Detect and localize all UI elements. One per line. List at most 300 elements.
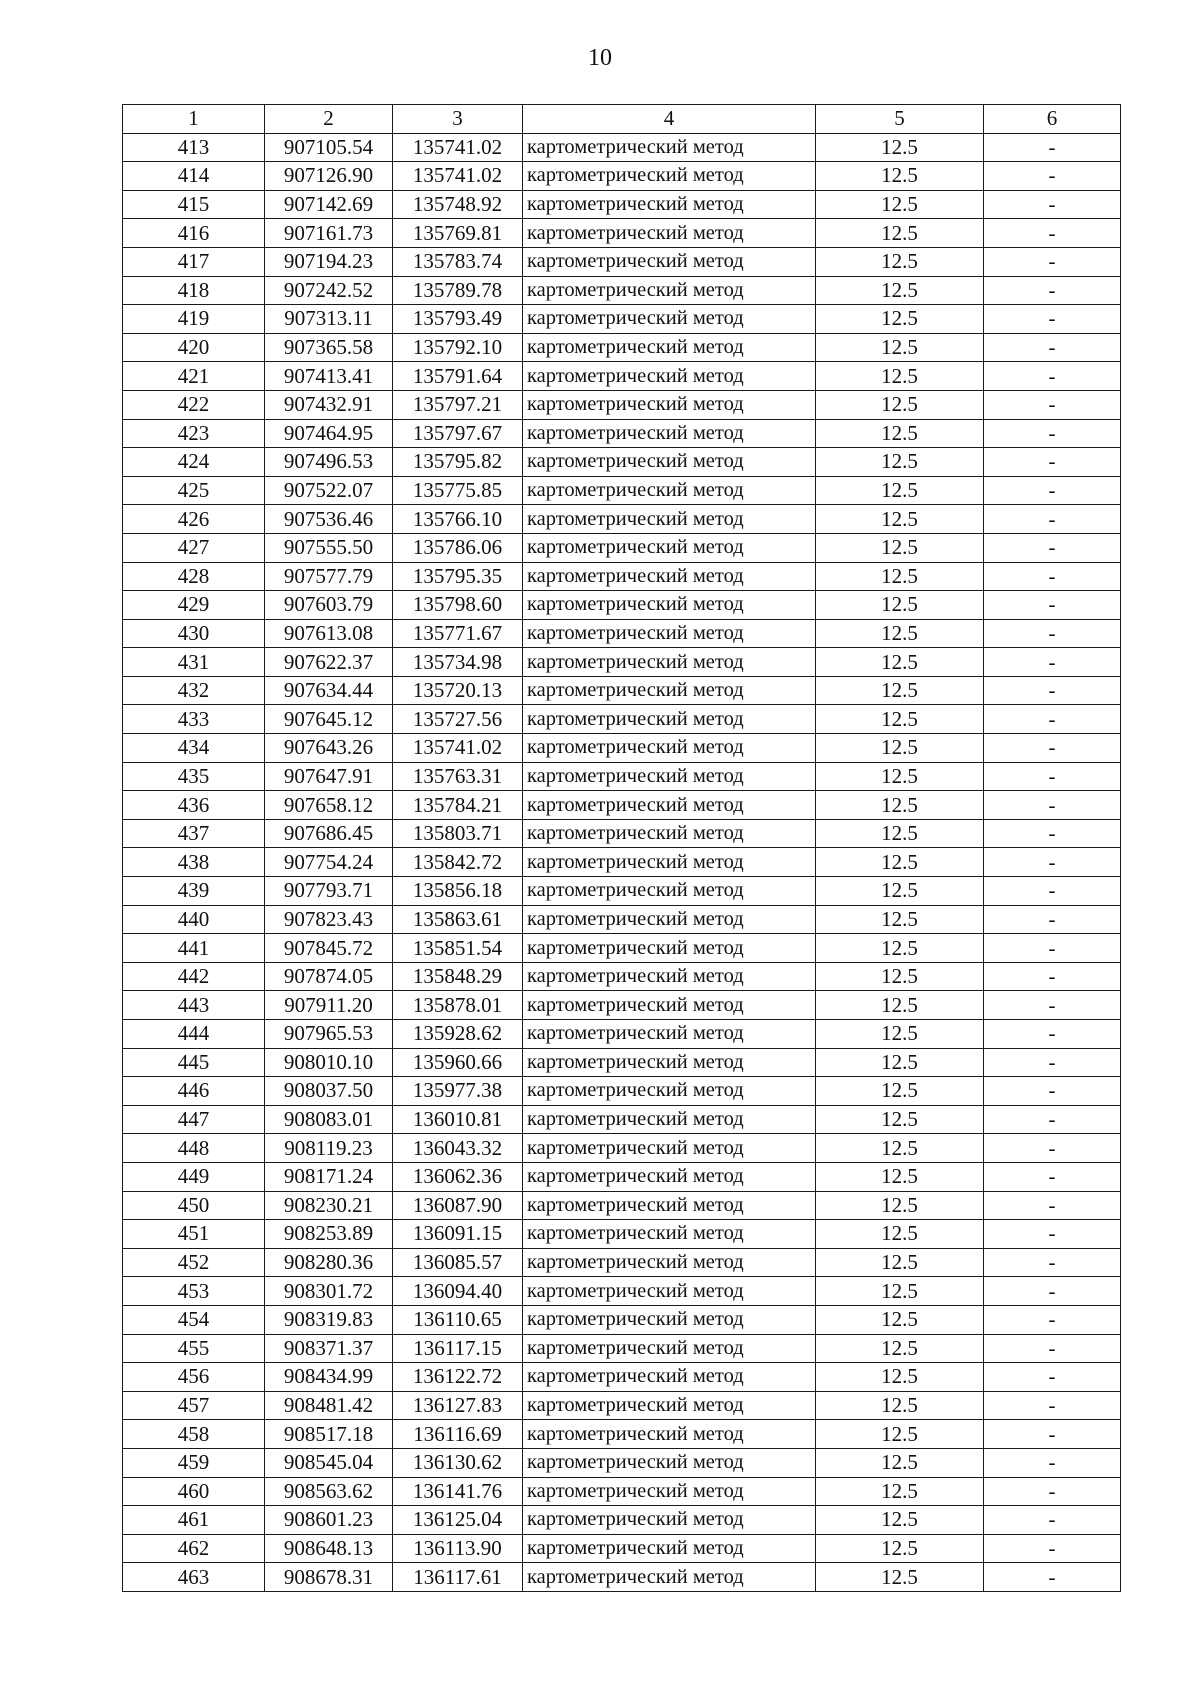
- accuracy-cell: 12.5: [816, 1506, 984, 1535]
- method-cell: картометрический метод: [523, 1162, 816, 1191]
- y-coordinate-cell: 136091.15: [393, 1220, 523, 1249]
- point-number-cell: 431: [123, 648, 265, 677]
- x-coordinate-cell: 907686.45: [265, 819, 393, 848]
- point-number-cell: 418: [123, 276, 265, 305]
- accuracy-cell: 12.5: [816, 1191, 984, 1220]
- description-cell: -: [984, 1020, 1121, 1049]
- method-cell: картометрический метод: [523, 419, 816, 448]
- description-cell: -: [984, 1248, 1121, 1277]
- table-row: [123, 1391, 1121, 1420]
- table-row: [123, 877, 1121, 906]
- y-coordinate-cell: 136130.62: [393, 1448, 523, 1477]
- method-cell: картометрический метод: [523, 762, 816, 791]
- x-coordinate-cell: 907613.08: [265, 619, 393, 648]
- table-row: [123, 1077, 1121, 1106]
- method-cell: картометрический метод: [523, 819, 816, 848]
- method-cell: картометрический метод: [523, 1420, 816, 1449]
- x-coordinate-cell: 907194.23: [265, 247, 393, 276]
- point-number-cell: 463: [123, 1563, 265, 1592]
- description-cell: -: [984, 1277, 1121, 1306]
- accuracy-cell: 12.5: [816, 705, 984, 734]
- point-number-cell: 456: [123, 1363, 265, 1392]
- description-cell: -: [984, 1363, 1121, 1392]
- point-number-cell: 458: [123, 1420, 265, 1449]
- accuracy-cell: 12.5: [816, 1363, 984, 1392]
- table-row: [123, 1506, 1121, 1535]
- y-coordinate-cell: 135960.66: [393, 1048, 523, 1077]
- method-cell: картометрический метод: [523, 1448, 816, 1477]
- method-cell: картометрический метод: [523, 848, 816, 877]
- point-number-cell: 430: [123, 619, 265, 648]
- x-coordinate-cell: 908319.83: [265, 1305, 393, 1334]
- point-number-cell: 423: [123, 419, 265, 448]
- table-row: [123, 962, 1121, 991]
- column-header: 5: [816, 105, 984, 134]
- description-cell: -: [984, 1134, 1121, 1163]
- table-row: [123, 848, 1121, 877]
- table-header: [123, 105, 1121, 134]
- accuracy-cell: 12.5: [816, 791, 984, 820]
- x-coordinate-cell: 908601.23: [265, 1506, 393, 1535]
- table-row: [123, 1162, 1121, 1191]
- x-coordinate-cell: 908037.50: [265, 1077, 393, 1106]
- method-cell: картометрический метод: [523, 791, 816, 820]
- method-cell: картометрический метод: [523, 619, 816, 648]
- accuracy-cell: 12.5: [816, 1420, 984, 1449]
- method-cell: картометрический метод: [523, 676, 816, 705]
- x-coordinate-cell: 908083.01: [265, 1105, 393, 1134]
- accuracy-cell: 12.5: [816, 1391, 984, 1420]
- method-cell: картометрический метод: [523, 1506, 816, 1535]
- accuracy-cell: 12.5: [816, 1563, 984, 1592]
- point-number-cell: 428: [123, 562, 265, 591]
- table-row: [123, 619, 1121, 648]
- table-row: [123, 1048, 1121, 1077]
- y-coordinate-cell: 135727.56: [393, 705, 523, 734]
- description-cell: -: [984, 1305, 1121, 1334]
- accuracy-cell: 12.5: [816, 1334, 984, 1363]
- y-coordinate-cell: 135741.02: [393, 162, 523, 191]
- accuracy-cell: 12.5: [816, 877, 984, 906]
- table-row: [123, 219, 1121, 248]
- y-coordinate-cell: 135803.71: [393, 819, 523, 848]
- table-row: [123, 533, 1121, 562]
- x-coordinate-cell: 907432.91: [265, 390, 393, 419]
- point-number-cell: 462: [123, 1534, 265, 1563]
- x-coordinate-cell: 908678.31: [265, 1563, 393, 1592]
- y-coordinate-cell: 135789.78: [393, 276, 523, 305]
- description-cell: -: [984, 1048, 1121, 1077]
- description-cell: -: [984, 962, 1121, 991]
- description-cell: -: [984, 162, 1121, 191]
- description-cell: -: [984, 390, 1121, 419]
- accuracy-cell: 12.5: [816, 619, 984, 648]
- point-number-cell: 452: [123, 1248, 265, 1277]
- accuracy-cell: 12.5: [816, 1077, 984, 1106]
- description-cell: -: [984, 190, 1121, 219]
- table-row: [123, 448, 1121, 477]
- y-coordinate-cell: 135786.06: [393, 533, 523, 562]
- method-cell: картометрический метод: [523, 162, 816, 191]
- method-cell: картометрический метод: [523, 934, 816, 963]
- accuracy-cell: 12.5: [816, 505, 984, 534]
- accuracy-cell: 12.5: [816, 247, 984, 276]
- accuracy-cell: 12.5: [816, 1534, 984, 1563]
- table-row: [123, 1248, 1121, 1277]
- x-coordinate-cell: 907658.12: [265, 791, 393, 820]
- table-row: [123, 305, 1121, 334]
- column-header: 2: [265, 105, 393, 134]
- description-cell: -: [984, 591, 1121, 620]
- x-coordinate-cell: 907603.79: [265, 591, 393, 620]
- method-cell: картометрический метод: [523, 1191, 816, 1220]
- y-coordinate-cell: 135741.02: [393, 734, 523, 763]
- method-cell: картометрический метод: [523, 1020, 816, 1049]
- accuracy-cell: 12.5: [816, 362, 984, 391]
- table-row: [123, 1563, 1121, 1592]
- x-coordinate-cell: 907464.95: [265, 419, 393, 448]
- point-number-cell: 457: [123, 1391, 265, 1420]
- accuracy-cell: 12.5: [816, 419, 984, 448]
- x-coordinate-cell: 908563.62: [265, 1477, 393, 1506]
- table-row: [123, 1191, 1121, 1220]
- description-cell: -: [984, 676, 1121, 705]
- description-cell: -: [984, 1448, 1121, 1477]
- description-cell: -: [984, 533, 1121, 562]
- x-coordinate-cell: 907536.46: [265, 505, 393, 534]
- point-number-cell: 420: [123, 333, 265, 362]
- point-number-cell: 455: [123, 1334, 265, 1363]
- accuracy-cell: 12.5: [816, 276, 984, 305]
- description-cell: -: [984, 1220, 1121, 1249]
- method-cell: картометрический метод: [523, 476, 816, 505]
- method-cell: картометрический метод: [523, 247, 816, 276]
- method-cell: картометрический метод: [523, 1305, 816, 1334]
- y-coordinate-cell: 135783.74: [393, 247, 523, 276]
- x-coordinate-cell: 907965.53: [265, 1020, 393, 1049]
- x-coordinate-cell: 907105.54: [265, 133, 393, 162]
- x-coordinate-cell: 907126.90: [265, 162, 393, 191]
- table-row: [123, 1220, 1121, 1249]
- method-cell: картометрический метод: [523, 533, 816, 562]
- point-number-cell: 421: [123, 362, 265, 391]
- point-number-cell: 447: [123, 1105, 265, 1134]
- description-cell: -: [984, 1334, 1121, 1363]
- description-cell: -: [984, 934, 1121, 963]
- accuracy-cell: 12.5: [816, 762, 984, 791]
- accuracy-cell: 12.5: [816, 1477, 984, 1506]
- table-row: [123, 905, 1121, 934]
- x-coordinate-cell: 908517.18: [265, 1420, 393, 1449]
- column-header: 6: [984, 105, 1121, 134]
- x-coordinate-cell: 908280.36: [265, 1248, 393, 1277]
- y-coordinate-cell: 135795.35: [393, 562, 523, 591]
- point-number-cell: 454: [123, 1305, 265, 1334]
- table-row: [123, 676, 1121, 705]
- point-number-cell: 440: [123, 905, 265, 934]
- point-number-cell: 460: [123, 1477, 265, 1506]
- description-cell: -: [984, 1534, 1121, 1563]
- table-row: [123, 1477, 1121, 1506]
- method-cell: картометрический метод: [523, 1134, 816, 1163]
- accuracy-cell: 12.5: [816, 1448, 984, 1477]
- table-row: [123, 734, 1121, 763]
- table-row: [123, 476, 1121, 505]
- x-coordinate-cell: 908010.10: [265, 1048, 393, 1077]
- description-cell: -: [984, 448, 1121, 477]
- table-row: [123, 1134, 1121, 1163]
- x-coordinate-cell: 907161.73: [265, 219, 393, 248]
- description-cell: -: [984, 562, 1121, 591]
- point-number-cell: 427: [123, 533, 265, 562]
- y-coordinate-cell: 136087.90: [393, 1191, 523, 1220]
- table-row: [123, 419, 1121, 448]
- y-coordinate-cell: 135842.72: [393, 848, 523, 877]
- description-cell: -: [984, 762, 1121, 791]
- x-coordinate-cell: 908434.99: [265, 1363, 393, 1392]
- y-coordinate-cell: 135795.82: [393, 448, 523, 477]
- table-body: [123, 133, 1121, 1591]
- method-cell: картометрический метод: [523, 1248, 816, 1277]
- point-number-cell: 445: [123, 1048, 265, 1077]
- table-row: [123, 162, 1121, 191]
- point-number-cell: 424: [123, 448, 265, 477]
- point-number-cell: 461: [123, 1506, 265, 1535]
- method-cell: картометрический метод: [523, 1563, 816, 1592]
- y-coordinate-cell: 135977.38: [393, 1077, 523, 1106]
- description-cell: -: [984, 305, 1121, 334]
- table-row: [123, 1363, 1121, 1392]
- table-row: [123, 1334, 1121, 1363]
- x-coordinate-cell: 907365.58: [265, 333, 393, 362]
- table-row: [123, 1534, 1121, 1563]
- accuracy-cell: 12.5: [816, 162, 984, 191]
- accuracy-cell: 12.5: [816, 448, 984, 477]
- y-coordinate-cell: 135775.85: [393, 476, 523, 505]
- y-coordinate-cell: 135863.61: [393, 905, 523, 934]
- method-cell: картометрический метод: [523, 305, 816, 334]
- accuracy-cell: 12.5: [816, 562, 984, 591]
- y-coordinate-cell: 136094.40: [393, 1277, 523, 1306]
- x-coordinate-cell: 907634.44: [265, 676, 393, 705]
- accuracy-cell: 12.5: [816, 476, 984, 505]
- table-row: [123, 276, 1121, 305]
- table-row: [123, 762, 1121, 791]
- method-cell: картометрический метод: [523, 991, 816, 1020]
- point-number-cell: 417: [123, 247, 265, 276]
- description-cell: -: [984, 1162, 1121, 1191]
- y-coordinate-cell: 136117.61: [393, 1563, 523, 1592]
- table-row: [123, 1105, 1121, 1134]
- table-row: [123, 991, 1121, 1020]
- y-coordinate-cell: 135748.92: [393, 190, 523, 219]
- x-coordinate-cell: 907555.50: [265, 533, 393, 562]
- x-coordinate-cell: 908371.37: [265, 1334, 393, 1363]
- y-coordinate-cell: 135851.54: [393, 934, 523, 963]
- y-coordinate-cell: 135769.81: [393, 219, 523, 248]
- table-row: [123, 934, 1121, 963]
- y-coordinate-cell: 135798.60: [393, 591, 523, 620]
- point-number-cell: 426: [123, 505, 265, 534]
- description-cell: -: [984, 1477, 1121, 1506]
- description-cell: -: [984, 791, 1121, 820]
- accuracy-cell: 12.5: [816, 1048, 984, 1077]
- table-row: [123, 819, 1121, 848]
- point-number-cell: 435: [123, 762, 265, 791]
- accuracy-cell: 12.5: [816, 819, 984, 848]
- point-number-cell: 413: [123, 133, 265, 162]
- accuracy-cell: 12.5: [816, 190, 984, 219]
- description-cell: -: [984, 1563, 1121, 1592]
- point-number-cell: 448: [123, 1134, 265, 1163]
- table-row: [123, 190, 1121, 219]
- point-number-cell: 437: [123, 819, 265, 848]
- accuracy-cell: 12.5: [816, 591, 984, 620]
- y-coordinate-cell: 135720.13: [393, 676, 523, 705]
- y-coordinate-cell: 135763.31: [393, 762, 523, 791]
- point-number-cell: 429: [123, 591, 265, 620]
- column-header: 3: [393, 105, 523, 134]
- description-cell: -: [984, 1191, 1121, 1220]
- method-cell: картометрический метод: [523, 1391, 816, 1420]
- table-row: [123, 1020, 1121, 1049]
- method-cell: картометрический метод: [523, 190, 816, 219]
- point-number-cell: 453: [123, 1277, 265, 1306]
- point-number-cell: 441: [123, 934, 265, 963]
- description-cell: -: [984, 133, 1121, 162]
- method-cell: картометрический метод: [523, 1220, 816, 1249]
- x-coordinate-cell: 907643.26: [265, 734, 393, 763]
- point-number-cell: 425: [123, 476, 265, 505]
- method-cell: картометрический метод: [523, 877, 816, 906]
- table-row: [123, 791, 1121, 820]
- x-coordinate-cell: 908119.23: [265, 1134, 393, 1163]
- x-coordinate-cell: 907647.91: [265, 762, 393, 791]
- accuracy-cell: 12.5: [816, 1020, 984, 1049]
- y-coordinate-cell: 136127.83: [393, 1391, 523, 1420]
- y-coordinate-cell: 135856.18: [393, 877, 523, 906]
- x-coordinate-cell: 908545.04: [265, 1448, 393, 1477]
- table-row: [123, 1420, 1121, 1449]
- y-coordinate-cell: 135771.67: [393, 619, 523, 648]
- x-coordinate-cell: 908648.13: [265, 1534, 393, 1563]
- table-row: [123, 562, 1121, 591]
- method-cell: картометрический метод: [523, 390, 816, 419]
- point-number-cell: 442: [123, 962, 265, 991]
- x-coordinate-cell: 907911.20: [265, 991, 393, 1020]
- accuracy-cell: 12.5: [816, 848, 984, 877]
- accuracy-cell: 12.5: [816, 905, 984, 934]
- table-row: [123, 133, 1121, 162]
- accuracy-cell: 12.5: [816, 533, 984, 562]
- description-cell: -: [984, 734, 1121, 763]
- point-number-cell: 439: [123, 877, 265, 906]
- x-coordinate-cell: 907522.07: [265, 476, 393, 505]
- description-cell: -: [984, 1506, 1121, 1535]
- table-row: [123, 247, 1121, 276]
- x-coordinate-cell: 908481.42: [265, 1391, 393, 1420]
- accuracy-cell: 12.5: [816, 1134, 984, 1163]
- description-cell: -: [984, 648, 1121, 677]
- x-coordinate-cell: 907793.71: [265, 877, 393, 906]
- x-coordinate-cell: 907413.41: [265, 362, 393, 391]
- description-cell: -: [984, 619, 1121, 648]
- method-cell: картометрический метод: [523, 1363, 816, 1392]
- description-cell: -: [984, 276, 1121, 305]
- x-coordinate-cell: 907754.24: [265, 848, 393, 877]
- x-coordinate-cell: 907823.43: [265, 905, 393, 934]
- point-number-cell: 416: [123, 219, 265, 248]
- method-cell: картометрический метод: [523, 1477, 816, 1506]
- x-coordinate-cell: 907845.72: [265, 934, 393, 963]
- accuracy-cell: 12.5: [816, 934, 984, 963]
- method-cell: картометрический метод: [523, 648, 816, 677]
- accuracy-cell: 12.5: [816, 1277, 984, 1306]
- x-coordinate-cell: 908253.89: [265, 1220, 393, 1249]
- x-coordinate-cell: 907622.37: [265, 648, 393, 677]
- table-row: [123, 333, 1121, 362]
- description-cell: -: [984, 419, 1121, 448]
- column-header: 4: [523, 105, 816, 134]
- description-cell: -: [984, 1391, 1121, 1420]
- point-number-cell: 450: [123, 1191, 265, 1220]
- table-row: [123, 390, 1121, 419]
- accuracy-cell: 12.5: [816, 1220, 984, 1249]
- point-number-cell: 434: [123, 734, 265, 763]
- method-cell: картометрический метод: [523, 1077, 816, 1106]
- y-coordinate-cell: 135792.10: [393, 333, 523, 362]
- y-coordinate-cell: 136122.72: [393, 1363, 523, 1392]
- method-cell: картометрический метод: [523, 505, 816, 534]
- method-cell: картометрический метод: [523, 362, 816, 391]
- y-coordinate-cell: 136141.76: [393, 1477, 523, 1506]
- point-number-cell: 438: [123, 848, 265, 877]
- y-coordinate-cell: 136113.90: [393, 1534, 523, 1563]
- table-row: [123, 1305, 1121, 1334]
- method-cell: картометрический метод: [523, 219, 816, 248]
- y-coordinate-cell: 135793.49: [393, 305, 523, 334]
- x-coordinate-cell: 907242.52: [265, 276, 393, 305]
- method-cell: картометрический метод: [523, 1334, 816, 1363]
- point-number-cell: 449: [123, 1162, 265, 1191]
- y-coordinate-cell: 135791.64: [393, 362, 523, 391]
- page-number: 10: [588, 45, 612, 71]
- table-row: [123, 705, 1121, 734]
- x-coordinate-cell: 907874.05: [265, 962, 393, 991]
- accuracy-cell: 12.5: [816, 1248, 984, 1277]
- point-number-cell: 444: [123, 1020, 265, 1049]
- description-cell: -: [984, 333, 1121, 362]
- x-coordinate-cell: 908171.24: [265, 1162, 393, 1191]
- method-cell: картометрический метод: [523, 276, 816, 305]
- point-number-cell: 443: [123, 991, 265, 1020]
- accuracy-cell: 12.5: [816, 133, 984, 162]
- accuracy-cell: 12.5: [816, 333, 984, 362]
- method-cell: картометрический метод: [523, 448, 816, 477]
- accuracy-cell: 12.5: [816, 676, 984, 705]
- description-cell: -: [984, 905, 1121, 934]
- x-coordinate-cell: 907313.11: [265, 305, 393, 334]
- header-row: [123, 105, 1121, 134]
- accuracy-cell: 12.5: [816, 1162, 984, 1191]
- coordinates-table: [122, 104, 1121, 1592]
- point-number-cell: 419: [123, 305, 265, 334]
- description-cell: -: [984, 362, 1121, 391]
- column-header: 1: [123, 105, 265, 134]
- point-number-cell: 415: [123, 190, 265, 219]
- x-coordinate-cell: 907496.53: [265, 448, 393, 477]
- point-number-cell: 451: [123, 1220, 265, 1249]
